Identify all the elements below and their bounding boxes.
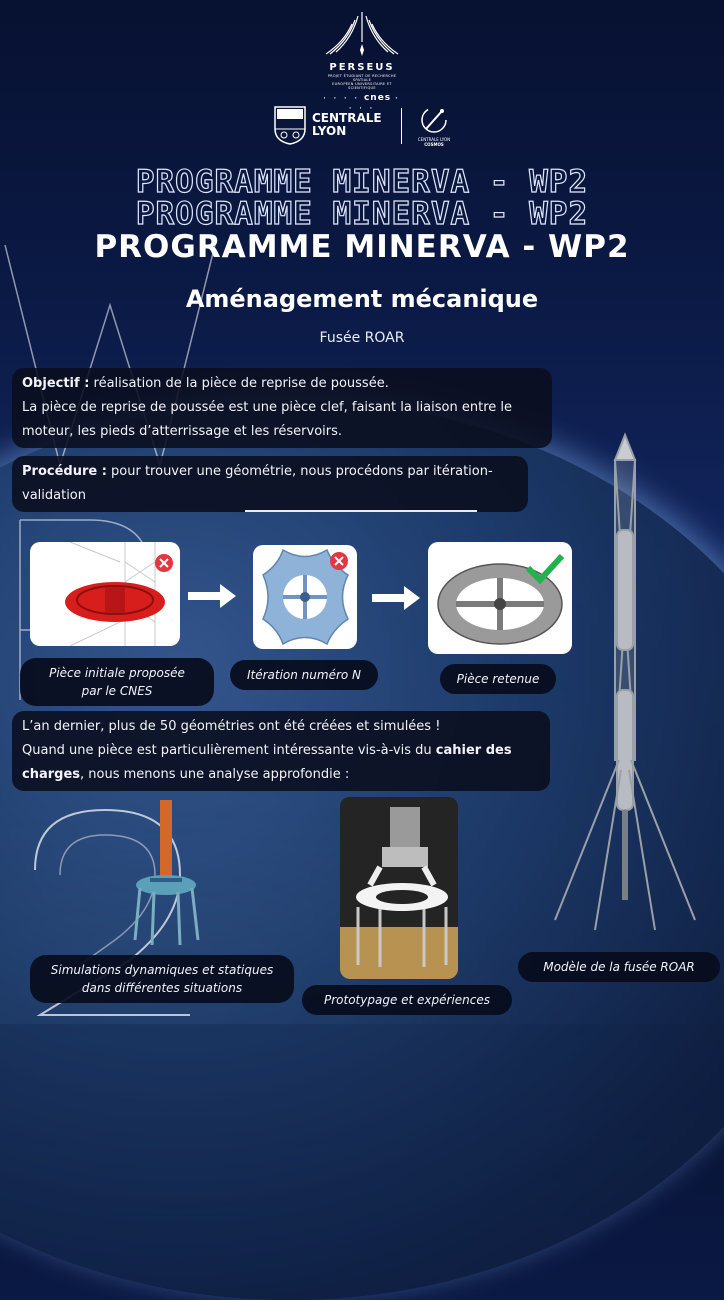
perseus-tagline: PROJET ÉTUDIANT DE RECHERCHE SPATIALE [327, 74, 397, 82]
logo-divider [401, 108, 402, 144]
page-title: PROGRAMME MINERVA - WP2 [94, 229, 630, 265]
cnes-wordmark: cnes [363, 93, 392, 103]
section-subtitle: Aménagement mécanique [185, 285, 539, 313]
arrow-right-icon [188, 584, 238, 608]
caption-iteration: Itération numéro N [230, 660, 378, 690]
procedure-box [12, 456, 528, 512]
cnes-logo: · · · · cnes · · · · [323, 93, 401, 112]
caption-initial [20, 658, 214, 706]
analysis-emphasis-2: charges [22, 767, 81, 782]
iteration-part-image [253, 545, 357, 649]
analysis-line-3-text: , nous menons une analyse approfondie : [80, 767, 350, 782]
title-outline-2: PROGRAMME MINERVA - WP2 [135, 196, 589, 232]
perseus-wordmark: PERSEUS [329, 62, 395, 73]
rocket-name: Fusée ROAR [319, 330, 405, 346]
cosmos-wordmark [410, 137, 458, 147]
step-card-initial [30, 542, 180, 646]
caption-final: Pièce retenue [440, 664, 556, 694]
cosmos-logo-icon [416, 105, 452, 135]
objectif-box [12, 368, 552, 448]
caption-simulation [30, 955, 294, 1003]
objectif-line-1 [22, 372, 542, 396]
simulation-image [120, 800, 220, 950]
centrale-shield-icon [273, 105, 307, 145]
rocket-model-image [535, 430, 715, 950]
analysis-emphasis-1: cahier des [435, 743, 512, 758]
section-divider [245, 510, 477, 512]
caption-initial-line-1: Pièce initiale proposée [49, 666, 185, 680]
caption-initial-line-2: par le CNES [81, 684, 153, 698]
analysis-line-2-text: Quand une pièce est particulièrement intéressante vis-à-vis du [22, 743, 436, 758]
partner-logos [268, 100, 468, 160]
perseus-logo [322, 8, 402, 112]
lyon-text: LYON [312, 124, 347, 138]
analysis-box [12, 711, 550, 791]
procedure-line-1 [22, 460, 518, 484]
procedure-text: pour trouver une géométrie, nous procédons par itération- [106, 464, 493, 479]
objectif-line-3: moteur, les pieds d’atterrissage et les réservoirs. [22, 424, 343, 439]
procedure-label: Procédure : [22, 464, 107, 479]
objectif-label: Objectif : [22, 376, 90, 391]
cosmos-text: CENTRALE LYON [417, 137, 451, 142]
caption-model: Modèle de la fusée ROAR [518, 952, 720, 982]
centrale-lyon-wordmark [312, 112, 382, 138]
analysis-line-2 [22, 739, 540, 763]
title-outline-1: PROGRAMME MINERVA - WP2 [135, 164, 589, 200]
objectif-text: réalisation de la pièce de reprise de poussée. [89, 376, 389, 391]
centrale-text: CENTRALE [312, 111, 382, 125]
perseus-tagline-2: EUROPÉEN UNIVERSITAIRE ET SCIENTIFIQUE [332, 82, 392, 90]
analysis-line-1: L’an dernier, plus de 50 géométries ont été créées et simulées ! [22, 719, 441, 734]
objectif-line-2: La pièce de reprise de poussée est une pièce clef, faisant la liaison entre le [22, 400, 512, 415]
caption-simulation-line-2: dans différentes situations [81, 981, 243, 995]
caption-prototype: Prototypage et expériences [302, 985, 512, 1015]
initial-part-image [30, 542, 180, 646]
arrow-right-icon-2 [372, 586, 422, 610]
caption-simulation-line-1: Simulations dynamiques et statiques [50, 963, 274, 977]
procedure-line-2: validation [22, 488, 87, 503]
analysis-line-3 [22, 763, 540, 787]
prototype-photo [340, 797, 458, 979]
step-card-iteration [253, 545, 357, 649]
prototype-rig-image [340, 797, 458, 979]
perseus-emblem-icon [322, 8, 402, 56]
cosmos-text-2: COSMOS [424, 142, 444, 147]
